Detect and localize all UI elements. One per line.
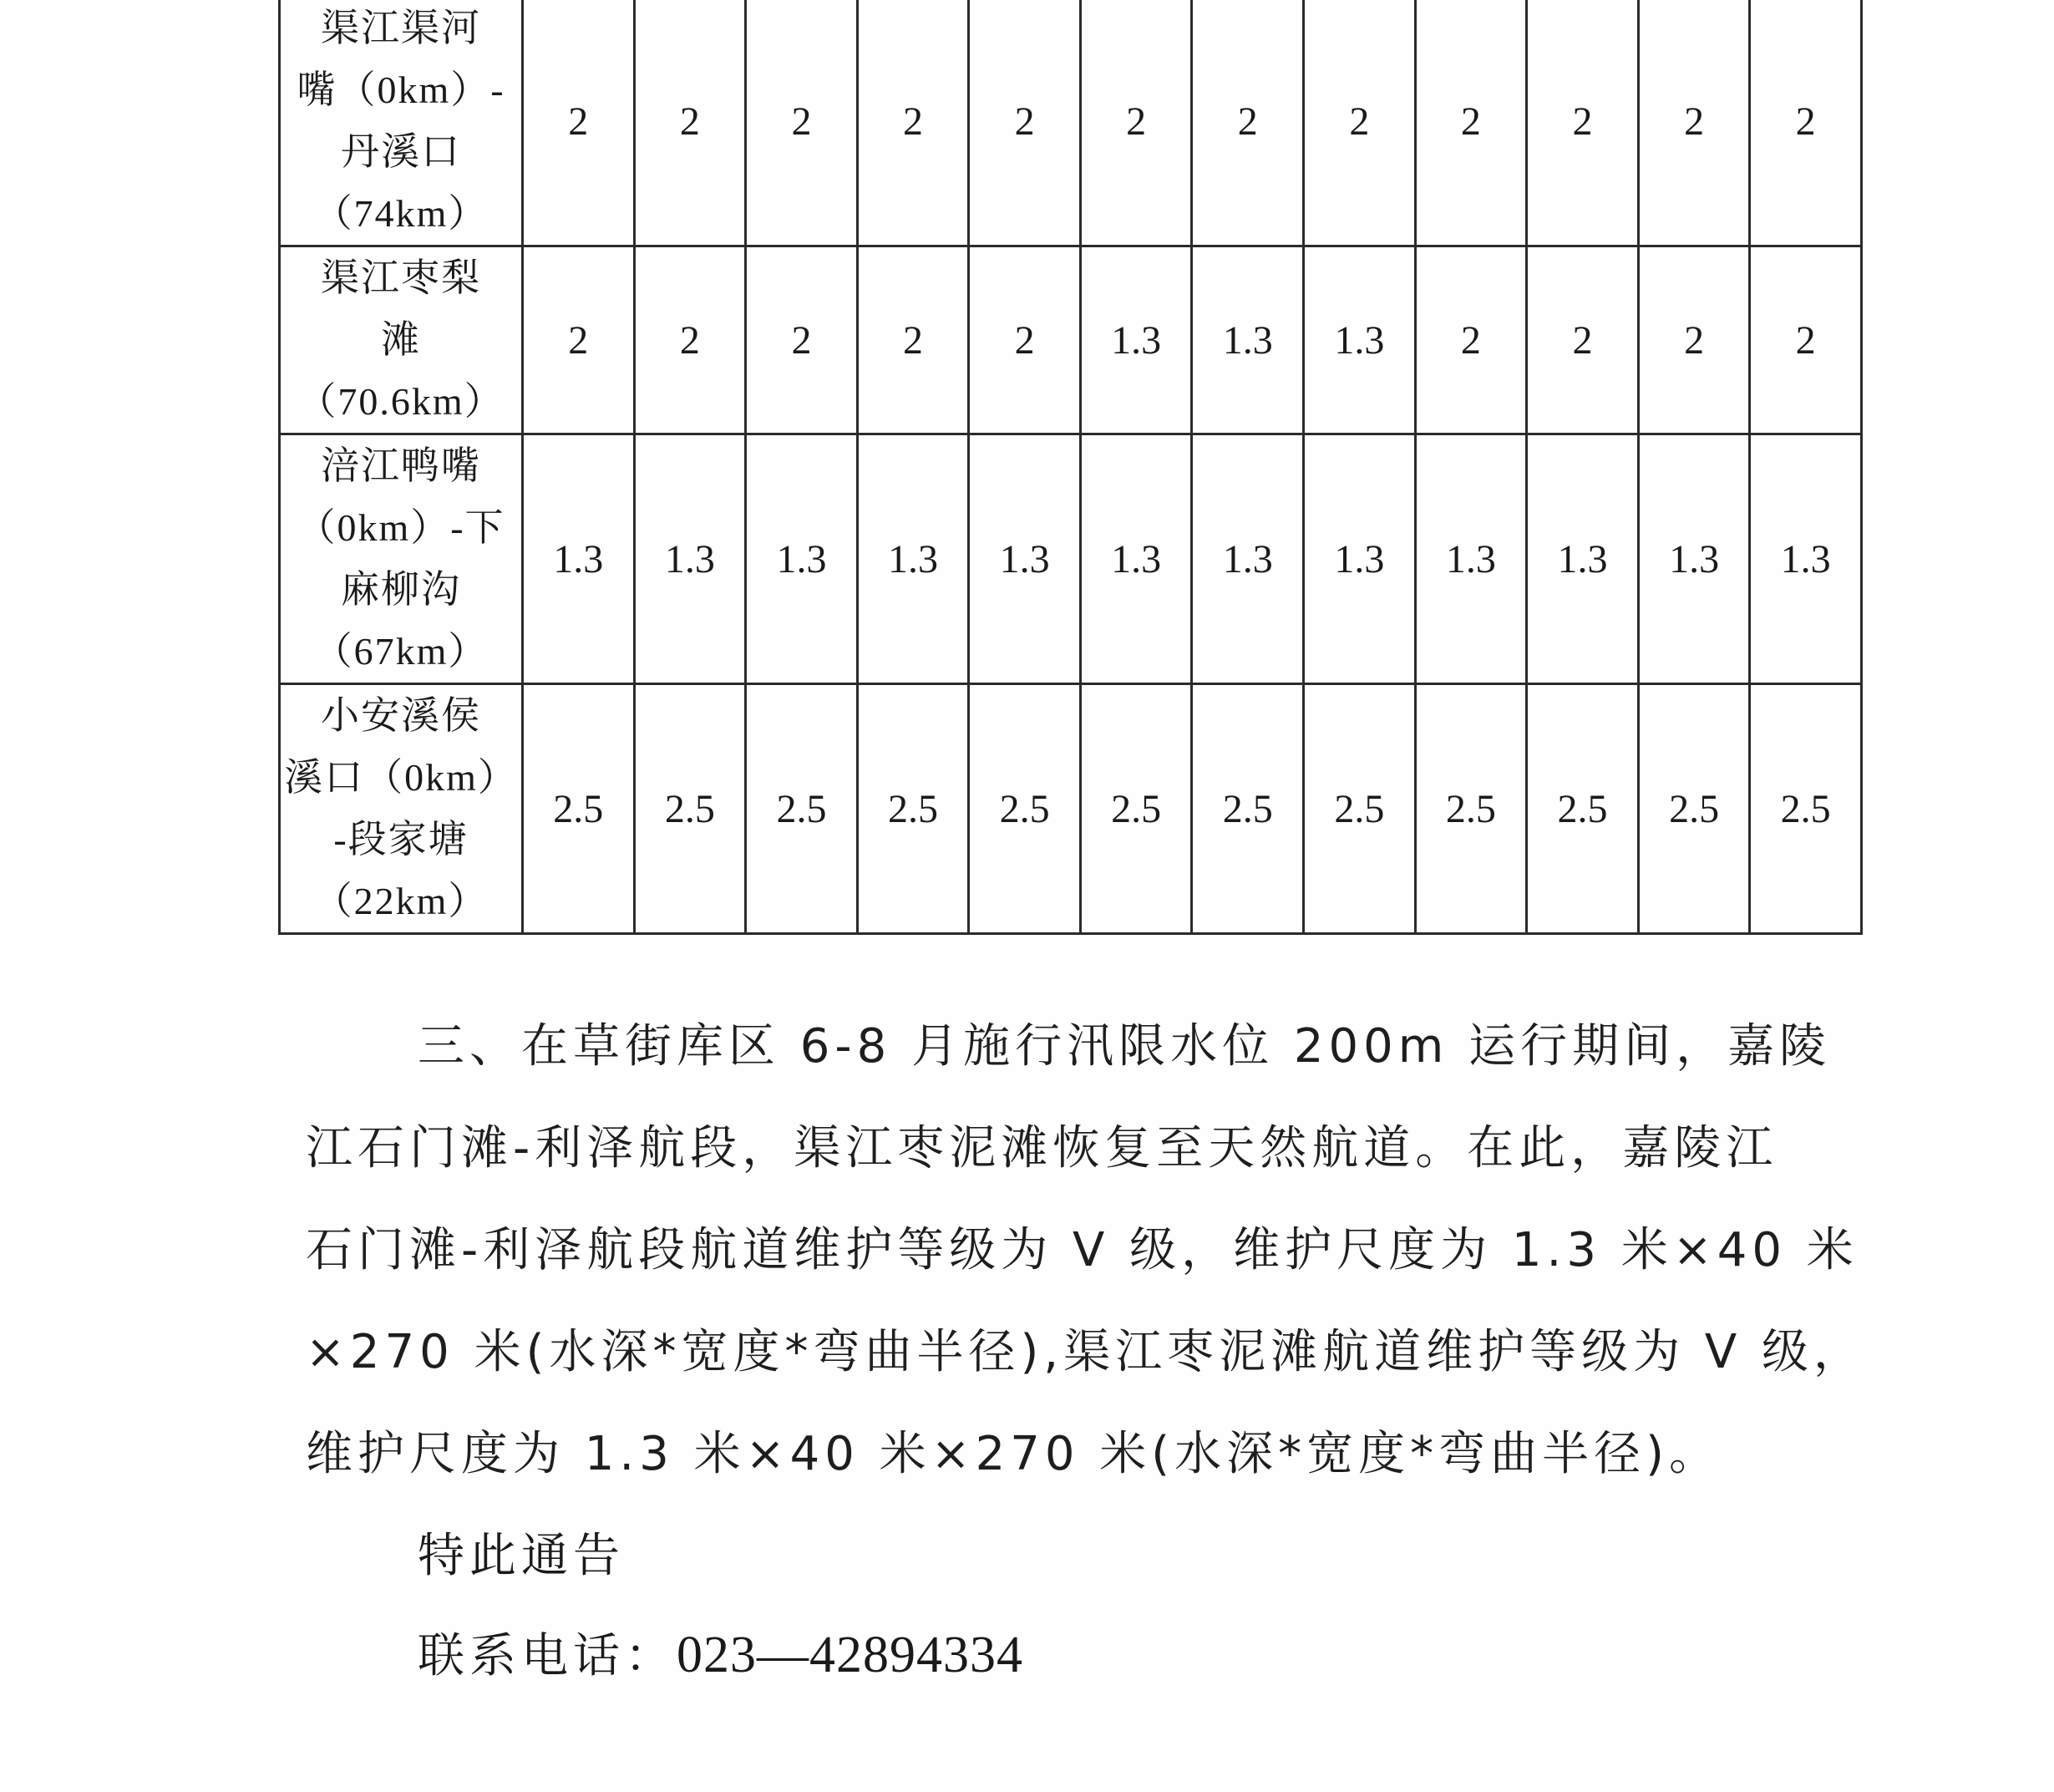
depth-value-cell: 2 xyxy=(523,246,635,434)
depth-value-cell: 2.5 xyxy=(1527,684,1639,934)
depth-value-cell: 2 xyxy=(1080,0,1192,246)
depth-value-cell: 1.3 xyxy=(634,434,746,684)
depth-value-cell: 2 xyxy=(857,246,969,434)
depth-value-cell: 2 xyxy=(1415,246,1527,434)
paragraph-line: 江石门滩-利泽航段，渠江枣泥滩恢复至天然航道。在此，嘉陵江 xyxy=(306,1121,1778,1175)
depth-value-cell: 1.3 xyxy=(1304,246,1416,434)
depth-value-cell: 2.5 xyxy=(1638,684,1750,934)
table-row xyxy=(280,0,1862,246)
depth-value-cell: 1.3 xyxy=(857,434,969,684)
route-name-line: （0km）-下 xyxy=(297,506,505,549)
route-name-line: 渠江渠河 xyxy=(321,7,481,49)
depth-value-cell: 1.3 xyxy=(969,434,1081,684)
contact-phone xyxy=(418,1619,1023,1686)
depth-value-cell: 2 xyxy=(857,0,969,246)
route-name-line: （70.6km） xyxy=(297,380,505,423)
depth-value-cell: 1.3 xyxy=(1080,246,1192,434)
depth-value-cell: 1.3 xyxy=(1304,434,1416,684)
depth-value-cell: 1.3 xyxy=(1638,434,1750,684)
depth-value-cell: 2 xyxy=(1192,0,1304,246)
table-row xyxy=(280,684,1862,934)
depth-value-cell: 2.5 xyxy=(1750,684,1862,934)
route-name-line: 小安溪侯 xyxy=(321,694,481,737)
depth-value-cell: 2.5 xyxy=(634,684,746,934)
paragraph-line: 三、在草街库区 6-8 月施行汛限水位 200m 运行期间，嘉陵 xyxy=(418,1019,1832,1074)
route-name-line: 溪口（0km） xyxy=(284,756,518,799)
channel-depth-table xyxy=(278,0,1863,935)
route-name-cell xyxy=(280,0,523,246)
route-name-line: 涪江鸭嘴 xyxy=(321,444,481,487)
depth-value-cell: 1.3 xyxy=(1527,434,1639,684)
depth-value-cell: 1.3 xyxy=(1192,246,1304,434)
phone-label: 联系电话： xyxy=(418,1629,677,1683)
depth-value-cell: 1.3 xyxy=(523,434,635,684)
depth-value-cell: 2.5 xyxy=(1192,684,1304,934)
depth-value-cell: 2 xyxy=(1638,0,1750,246)
table-row xyxy=(280,434,1862,684)
closing-notice: 特此通告 xyxy=(418,1529,625,1583)
route-name-line: 滩 xyxy=(381,318,421,361)
depth-value-cell: 2.5 xyxy=(523,684,635,934)
depth-value-cell: 2 xyxy=(523,0,635,246)
route-name-line: 渠江枣梨 xyxy=(321,256,481,299)
depth-value-cell: 2 xyxy=(1304,0,1416,246)
depth-value-cell: 2 xyxy=(1638,246,1750,434)
route-name-line: （74km） xyxy=(313,192,489,235)
depth-value-cell: 2 xyxy=(746,0,858,246)
depth-value-cell: 1.3 xyxy=(746,434,858,684)
route-name-cell xyxy=(280,434,523,684)
route-name-line: 嘴（0km）- xyxy=(297,69,505,111)
route-name-line: （22km） xyxy=(313,880,489,922)
depth-value-cell: 2.5 xyxy=(857,684,969,934)
table-row xyxy=(280,246,1862,434)
depth-value-cell: 2.5 xyxy=(1415,684,1527,934)
phone-number: 023—42894334 xyxy=(677,1627,1023,1683)
paragraph-line: 石门滩-利泽航段航道维护等级为 V 级，维护尺度为 1.3 米×40 米 xyxy=(306,1223,1859,1277)
depth-value-cell: 2 xyxy=(1750,0,1862,246)
route-name-line: -段家塘 xyxy=(333,818,469,860)
depth-value-cell: 2 xyxy=(746,246,858,434)
depth-value-cell: 2.5 xyxy=(1304,684,1416,934)
depth-value-cell: 2 xyxy=(1527,0,1639,246)
depth-value-cell: 2 xyxy=(1415,0,1527,246)
depth-value-cell: 1.3 xyxy=(1080,434,1192,684)
paragraph-line: ×270 米(水深*宽度*弯曲半径),渠江枣泥滩航道维护等级为 V 级， xyxy=(306,1325,1866,1379)
depth-value-cell: 2.5 xyxy=(746,684,858,934)
depth-value-cell: 2 xyxy=(634,0,746,246)
depth-value-cell: 1.3 xyxy=(1750,434,1862,684)
route-name-line: 丹溪口 xyxy=(341,130,461,173)
depth-value-cell: 2 xyxy=(969,0,1081,246)
route-name-cell xyxy=(280,684,523,934)
depth-value-cell: 1.3 xyxy=(1192,434,1304,684)
depth-value-cell: 2 xyxy=(634,246,746,434)
depth-value-cell: 2 xyxy=(1750,246,1862,434)
route-name-cell xyxy=(280,246,523,434)
paragraph-line: 维护尺度为 1.3 米×40 米×270 米(水深*宽度*弯曲半径)。 xyxy=(306,1427,1721,1481)
depth-value-cell: 2 xyxy=(969,246,1081,434)
route-name-line: 麻柳沟 xyxy=(341,568,461,611)
depth-value-cell: 2 xyxy=(1527,246,1639,434)
route-name-line: （67km） xyxy=(313,630,489,673)
depth-value-cell: 1.3 xyxy=(1415,434,1527,684)
depth-value-cell: 2.5 xyxy=(1080,684,1192,934)
depth-value-cell: 2.5 xyxy=(969,684,1081,934)
